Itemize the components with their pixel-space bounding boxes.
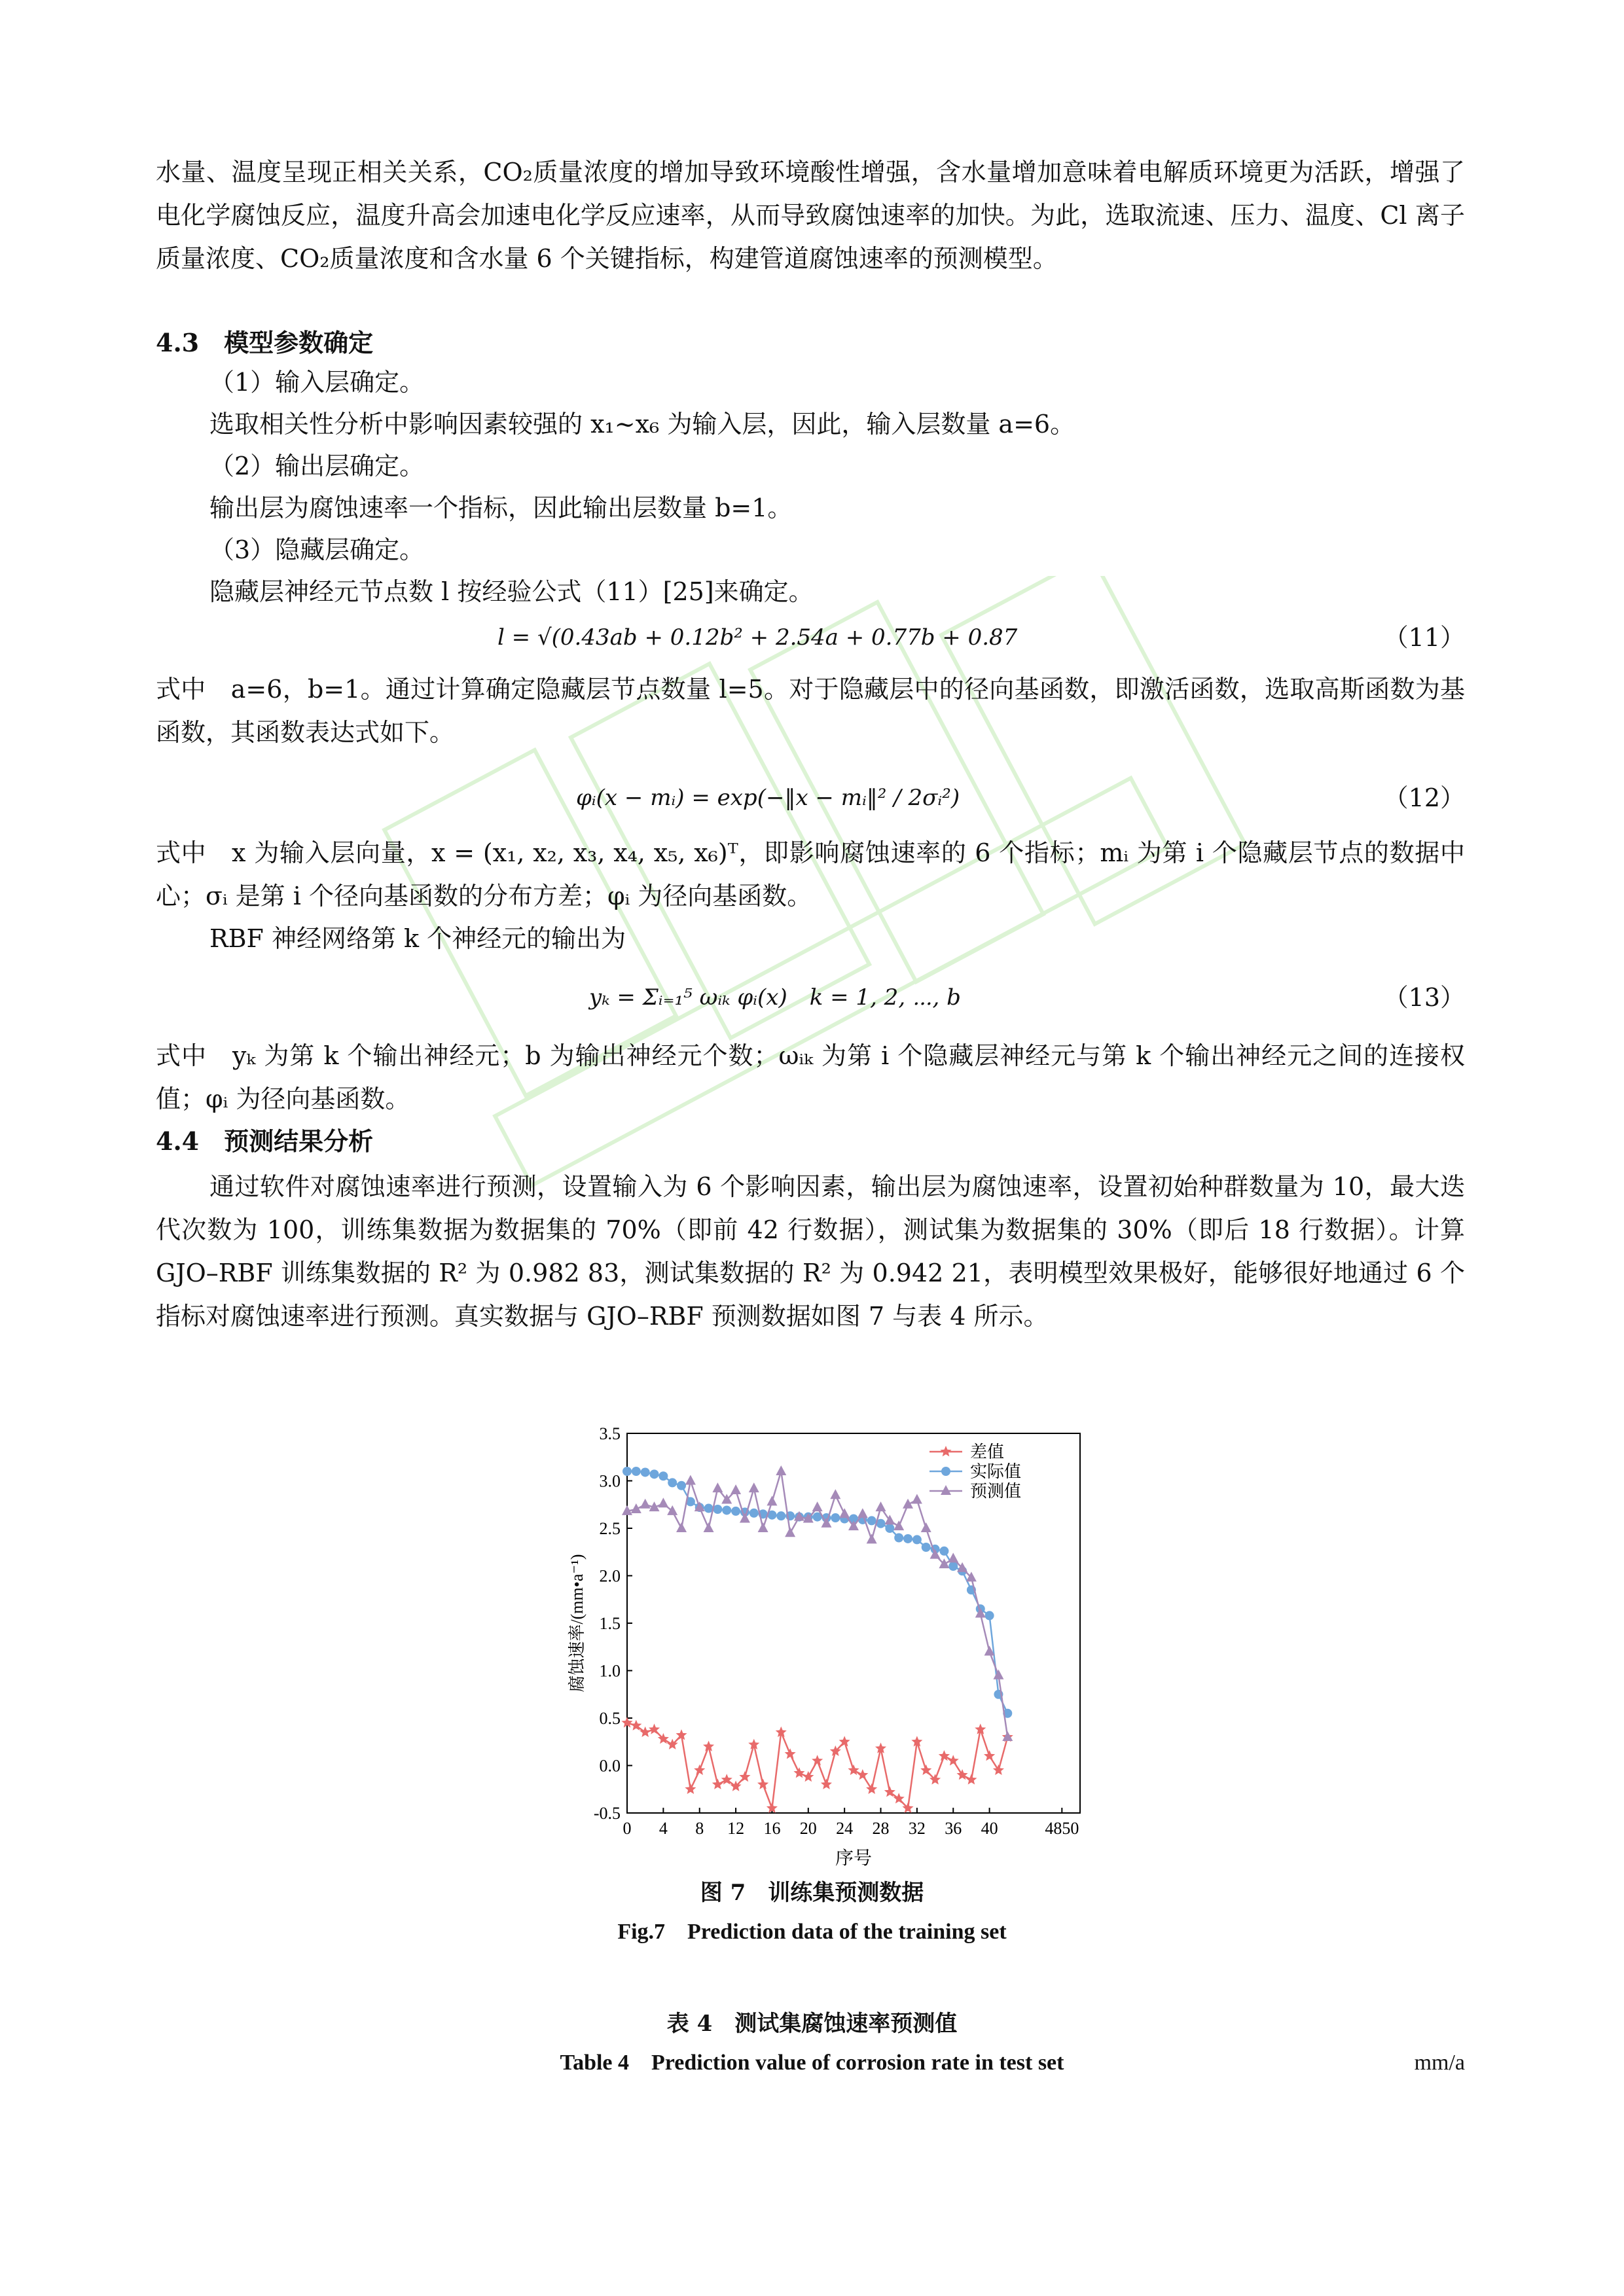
equation-11-explanation: 式中 a=6，b=1。通过计算确定隐藏层节点数量 l=5。对于隐藏层中的径向基函数，即激活函数，选取高斯函数为基函数，其函数表达式如下。 (156, 675, 1465, 747)
chart-svg (550, 1414, 1113, 1885)
x-tick-label: 20 (799, 1819, 817, 1838)
series-2-point (767, 1496, 777, 1505)
series-1-point (885, 1524, 894, 1533)
table-caption-en: Table 4 Prediction value of corrosion rate in test set (560, 2051, 1064, 2075)
series-1-point (985, 1611, 994, 1620)
series-2-point (893, 1520, 904, 1530)
series-0-point (812, 1755, 823, 1765)
series-2-point (758, 1522, 768, 1532)
series-2-point (876, 1501, 886, 1511)
series-2-point (857, 1508, 868, 1518)
x-tick-label: 36 (945, 1819, 962, 1838)
series-2-point (812, 1501, 823, 1511)
series-0-point (785, 1748, 796, 1759)
x-tick-label: 12 (727, 1819, 745, 1838)
rbf-output-line: RBF 神经网络第 k 个神经元的输出为 (209, 924, 626, 953)
series-1-point (894, 1534, 903, 1543)
series-0-point (712, 1779, 723, 1789)
x-tick-label: 24 (836, 1819, 854, 1838)
series-2-point (667, 1505, 677, 1515)
step-2-text: 输出层为腐蚀速率一个指标，因此输出层数量 b=1。 (209, 493, 793, 522)
table-unit: mm/a (1414, 2051, 1465, 2075)
intro-paragraph: 水量、温度呈现正相关关系，CO₂质量浓度的增加导致环境酸性增强，含水量增加意味着电解质环境更为活跃，增强了电化学腐蚀反应，温度升高会加速电化学反应速率，从而导致腐蚀速率的加快。为此，选取流速、压力、温度、Cl 离子质量浓度、CO₂质量浓度和含水量 6 个关键指标，构建管道腐蚀速率的预测模型。 (156, 158, 1465, 273)
equation-11: l = √(0.43ab + 0.12b² + 2.54a + 0.77b + 0.87 (497, 624, 1018, 651)
y-tick-label: 3.0 (599, 1471, 621, 1491)
series-2-point (830, 1489, 840, 1499)
series-0-point (866, 1784, 877, 1794)
series-2-point (921, 1522, 931, 1532)
step-3-title: （3）隐藏层确定。 (209, 535, 425, 564)
series-2-point (676, 1522, 687, 1532)
equation-12: φᵢ(x − mᵢ) = exp(−‖x − mᵢ‖² / 2σᵢ²) (576, 785, 960, 811)
equation-12-explanation: 式中 x 为输入层向量，x = (x₁, x₂, x₃, x₄, x₅, x₆)ᵀ，即影响腐蚀速率的 6 个指标；mᵢ 为第 i 个隐藏层节点的数据中心；σᵢ 是第 i 个径向基函数的分布方差；φᵢ 为径向基函数。 (156, 838, 1465, 910)
series-1-point (623, 1467, 632, 1476)
series-2-point (749, 1482, 759, 1492)
legend-marker (941, 1467, 950, 1476)
x-tick-label: 28 (872, 1819, 890, 1838)
results-paragraph: 通过软件对腐蚀速率进行预测，设置输入为 6 个影响因素，输出层为腐蚀速率，设置初始种群数量为 10，最大迭代次数为 100，训练集数据为数据集的 70%（即前 42 行数据），测试集为数据集的 30%（即后 18 行数据）。计算 GJO–RBF 训练集数据的 R² 为 0.982 83，测试集数据的 R² 为 0.942 21，表明模型效果极好，能够很好地通过 6 个指标对腐蚀速率进行预测。真实数据与 GJO–RBF 预测数据如图 7 与表 4 所示。 (156, 1172, 1465, 1331)
y-tick-label: -0.5 (593, 1804, 621, 1823)
section-4-4-heading: 4.4 预测结果分析 (156, 1126, 374, 1156)
series-2-point (948, 1552, 958, 1562)
series-1-point (749, 1509, 759, 1518)
y-tick-label: 2.0 (599, 1566, 621, 1586)
series-1-point (650, 1469, 659, 1479)
series-2-point (776, 1465, 786, 1475)
step-1-title: （1）输入层确定。 (209, 368, 425, 397)
table-caption-cn: 表 4 测试集腐蚀速率预测值 (666, 2011, 958, 2037)
series-2-point (731, 1484, 741, 1494)
x-tick-label: 4850 (1045, 1819, 1079, 1838)
section-4-3-heading: 4.3 模型参数确定 (156, 328, 374, 357)
figure-7-chart (550, 1414, 1113, 1885)
x-tick-label: 40 (981, 1819, 998, 1838)
series-0-point (984, 1750, 995, 1761)
equation-12-number: （12） (1383, 783, 1465, 812)
y-tick-label: 0.5 (599, 1709, 621, 1728)
series-0-point (694, 1765, 705, 1775)
legend-marker (940, 1446, 951, 1456)
figure-caption-en: Fig.7 Prediction data of the training set (617, 1920, 1007, 1944)
y-tick-label: 3.5 (599, 1424, 621, 1443)
series-1-point (912, 1535, 922, 1544)
series-2-point (658, 1498, 668, 1507)
legend-label: 预测值 (970, 1482, 1022, 1501)
series-0-point (821, 1779, 832, 1789)
legend-label: 差值 (970, 1443, 1005, 1462)
series-2-point (839, 1508, 850, 1518)
series-1-point (731, 1507, 740, 1516)
equation-11-number: （11） (1383, 623, 1465, 652)
series-2-point (640, 1499, 651, 1509)
y-tick-label: 0.0 (599, 1756, 621, 1776)
x-axis-label: 序号 (835, 1848, 873, 1869)
series-1-point (776, 1511, 785, 1520)
series-2-point (631, 1503, 641, 1513)
series-0-point (685, 1784, 696, 1794)
step-3-text: 隐藏层神经元节点数 l 按经验公式（11）[25]来确定。 (209, 577, 814, 606)
series-2-point (903, 1499, 913, 1509)
series-1-point (668, 1478, 677, 1487)
series-2-point (704, 1522, 714, 1532)
series-1-point (922, 1543, 931, 1552)
series-0-point (757, 1779, 768, 1789)
series-1-point (939, 1547, 948, 1556)
series-1-point (659, 1471, 668, 1480)
series-0-point (965, 1774, 977, 1784)
figure-caption-cn: 图 7 训练集预测数据 (700, 1880, 924, 1906)
series-1-point (903, 1534, 912, 1543)
series-1-point (867, 1516, 876, 1525)
series-2-point (867, 1534, 877, 1543)
series-0-point (803, 1771, 814, 1782)
step-1-text: 选取相关性分析中影响因素较强的 x₁~x₆ 为输入层，因此，输入层数量 a=6。 (209, 410, 1075, 439)
series-1-point (831, 1513, 840, 1522)
y-tick-label: 1.0 (599, 1661, 621, 1681)
legend-marker (941, 1485, 951, 1495)
series-0-point (993, 1765, 1004, 1775)
equation-13-explanation: 式中 yₖ 为第 k 个输出神经元；b 为输出神经元个数；ωᵢₖ 为第 i 个隐藏层神经元与第 k 个输出神经元之间的连接权值；φᵢ 为径向基函数。 (156, 1041, 1465, 1113)
series-1-point (677, 1481, 686, 1490)
series-2-point (712, 1482, 723, 1492)
series-0-point (640, 1727, 651, 1737)
series-1-point (722, 1505, 731, 1515)
y-tick-label: 2.5 (599, 1519, 621, 1538)
series-0-point (948, 1755, 959, 1765)
y-axis-label: 腐蚀速率/(mm•a⁻¹) (568, 1554, 586, 1693)
x-tick-label: 32 (908, 1819, 926, 1838)
legend-label: 实际值 (970, 1462, 1022, 1481)
x-tick-label: 0 (623, 1819, 632, 1838)
equation-13-number: （13） (1383, 983, 1465, 1012)
series-2-point (993, 1670, 1003, 1679)
step-2-title: （2）输出层确定。 (209, 452, 425, 480)
y-tick-label: 1.5 (599, 1614, 621, 1633)
x-tick-label: 8 (695, 1819, 704, 1838)
series-1-point (632, 1467, 641, 1476)
series-2-point (685, 1475, 696, 1485)
x-tick-label: 16 (763, 1819, 781, 1838)
series-0-point (857, 1769, 868, 1780)
series-0-point (793, 1767, 804, 1778)
x-tick-label: 4 (659, 1819, 668, 1838)
series-2-point (785, 1527, 795, 1537)
series-1-point (641, 1467, 650, 1477)
equation-13: yₖ = Σᵢ₌₁⁵ ωᵢₖ φᵢ(x) k = 1, 2, ⋯, b (589, 984, 961, 1011)
series-2-point (912, 1494, 922, 1504)
